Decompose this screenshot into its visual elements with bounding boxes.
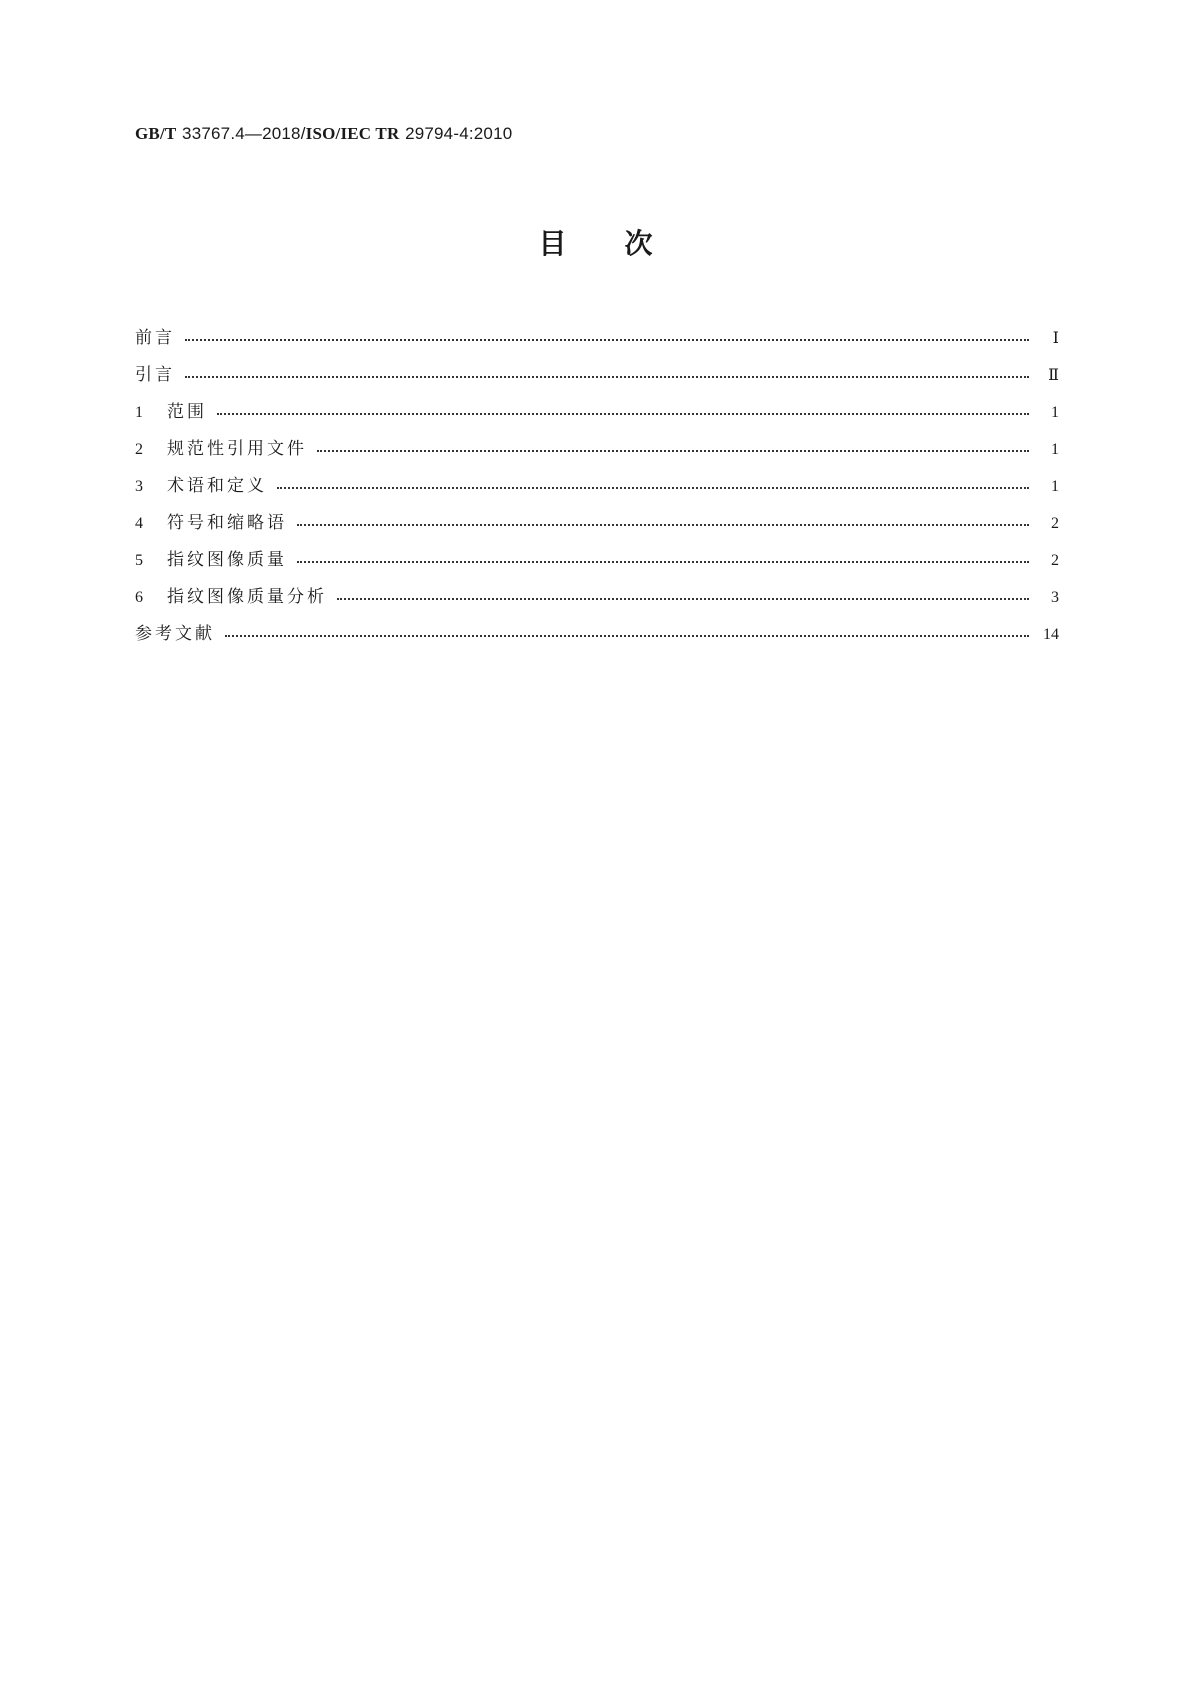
toc-dot-leader	[217, 405, 1029, 417]
standard-code-header	[135, 124, 512, 144]
toc-entry-fingerprint-image-quality[interactable]	[135, 545, 1059, 582]
toc-entry-page: Ⅱ	[1048, 367, 1059, 384]
toc-entry-label: 引言	[135, 365, 175, 385]
standard-code-number: 33767.4—2018/	[182, 124, 306, 143]
toc-entry-label: 术语和定义	[167, 476, 267, 496]
iso-code-number: 29794-4:2010	[405, 124, 513, 143]
toc-entry-label: 规范性引用文件	[167, 439, 307, 459]
toc-dot-leader	[297, 553, 1029, 565]
toc-dot-leader	[225, 627, 1029, 639]
toc-entry-number: 2	[135, 441, 143, 458]
toc-dot-leader	[337, 590, 1029, 602]
toc-entry-terms-definitions[interactable]	[135, 471, 1059, 508]
toc-entry-page: 14	[1043, 626, 1059, 643]
toc-entry-introduction[interactable]	[135, 360, 1059, 397]
toc-entry-number: 5	[135, 552, 143, 569]
toc-entry-scope[interactable]	[135, 397, 1059, 434]
toc-entry-page: 1	[1051, 404, 1059, 421]
toc-dot-leader	[185, 368, 1029, 380]
toc-entry-page: 1	[1051, 441, 1059, 458]
table-of-contents	[135, 323, 1059, 656]
toc-entry-foreword[interactable]	[135, 323, 1059, 360]
toc-dot-leader	[297, 516, 1029, 528]
toc-dot-leader	[185, 331, 1029, 343]
toc-entry-page: Ⅰ	[1052, 330, 1059, 347]
toc-entry-symbols-abbreviations[interactable]	[135, 508, 1059, 545]
toc-entry-label: 符号和缩略语	[167, 513, 287, 533]
toc-entry-page: 3	[1051, 589, 1059, 606]
toc-dot-leader	[317, 442, 1029, 454]
toc-entry-number: 3	[135, 478, 143, 495]
toc-entry-label: 范围	[167, 402, 207, 422]
standard-code-prefix: GB/T	[135, 124, 177, 143]
toc-entry-number: 6	[135, 589, 143, 606]
page-title: 目次	[538, 227, 711, 260]
toc-entry-page: 1	[1051, 478, 1059, 495]
iso-code-prefix: ISO/IEC TR	[305, 124, 400, 143]
toc-entry-label: 前言	[135, 328, 175, 348]
toc-entry-normative-references[interactable]	[135, 434, 1059, 471]
toc-entry-label: 参考文献	[135, 624, 215, 644]
toc-entry-number: 1	[135, 404, 143, 421]
toc-entry-bibliography[interactable]	[135, 619, 1059, 656]
toc-entry-page: 2	[1051, 515, 1059, 532]
toc-entry-number: 4	[135, 515, 143, 532]
toc-entry-label: 指纹图像质量分析	[167, 587, 327, 607]
toc-entry-label: 指纹图像质量	[167, 550, 287, 570]
toc-entry-page: 2	[1051, 552, 1059, 569]
toc-entry-quality-analysis[interactable]	[135, 582, 1059, 619]
toc-dot-leader	[277, 479, 1029, 491]
